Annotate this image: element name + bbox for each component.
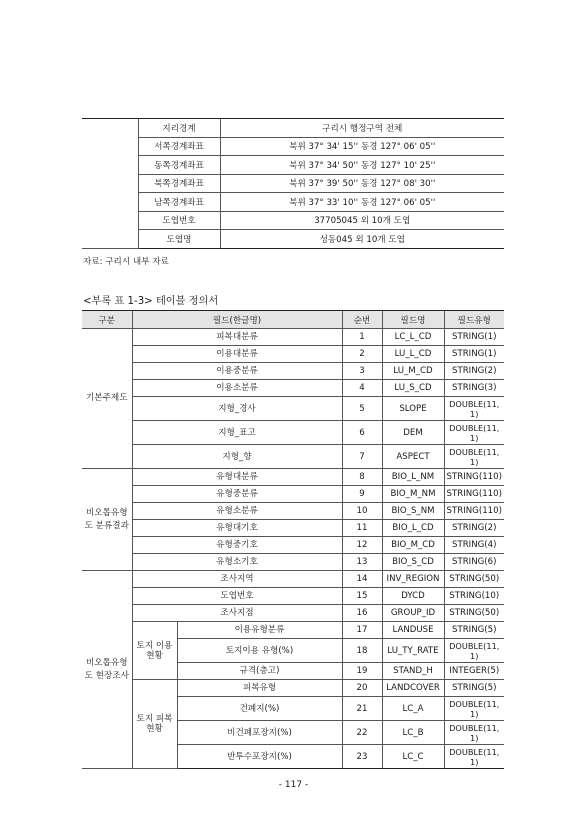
order-cell: 18 (342, 639, 382, 663)
field-name-cell: LC_A (382, 697, 444, 721)
category-cell: 비오톱유형도 현장조사 (82, 571, 132, 769)
field-type-cell: STRING(4) (444, 537, 504, 554)
region-info-row (82, 193, 504, 212)
korean-name-cell: 규격(층고) (177, 663, 342, 680)
region-info-row (82, 119, 504, 138)
order-cell: 22 (342, 721, 382, 745)
korean-name-cell: 토지이용 유형(%) (177, 639, 342, 663)
field-name-cell: LU_L_CD (382, 346, 444, 363)
order-cell: 1 (342, 329, 382, 346)
field-type-cell: STRING(1) (444, 346, 504, 363)
region-info-value: 성동045 외 10개 도엽 (220, 230, 504, 249)
field-name-cell: STAND_H (382, 663, 444, 680)
region-info-row (82, 230, 504, 249)
region-info-value: 북위 37° 34' 15'' 동경 127° 06' 05'' (220, 137, 504, 156)
field-name-cell: LU_TY_RATE (382, 639, 444, 663)
region-info-row (82, 174, 504, 193)
table-row (82, 680, 504, 697)
table-definition (82, 310, 504, 769)
order-cell: 20 (342, 680, 382, 697)
region-info-value: 북위 37° 34' 50'' 동경 127° 10' 25'' (220, 156, 504, 175)
field-type-cell: STRING(5) (444, 622, 504, 639)
korean-name-cell: 유형대분류 (132, 469, 342, 486)
table-row (82, 469, 504, 486)
category-cell: 비오톱유형도 분류결과 (82, 469, 132, 571)
subcategory-cell: 토지 이용 현황 (132, 622, 177, 680)
korean-name-cell: 도엽번호 (132, 588, 342, 605)
order-cell: 5 (342, 397, 382, 421)
region-info-label: 남쪽경계좌표 (138, 193, 220, 212)
field-type-cell: INTEGER(5) (444, 663, 504, 680)
region-info-value: 37705045 외 10개 도엽 (220, 211, 504, 230)
field-name-cell: BIO_L_NM (382, 469, 444, 486)
table-caption: <부록 표 1-3> 테이블 정의서 (83, 296, 219, 307)
field-name-cell: DEM (382, 421, 444, 445)
field-type-cell: STRING(2) (444, 520, 504, 537)
field-name-cell: BIO_L_CD (382, 520, 444, 537)
field-name-cell: LC_C (382, 745, 444, 769)
field-name-cell: LU_M_CD (382, 363, 444, 380)
order-cell: 13 (342, 554, 382, 571)
table-row (82, 520, 504, 537)
korean-name-cell: 피복대분류 (132, 329, 342, 346)
field-type-cell: DOUBLE(11, 1) (444, 421, 504, 445)
table-row (82, 537, 504, 554)
order-cell: 11 (342, 520, 382, 537)
order-cell: 4 (342, 380, 382, 397)
table-row (82, 588, 504, 605)
region-info-label: 도엽번호 (138, 211, 220, 230)
header-category: 구분 (82, 311, 132, 329)
table-row (82, 445, 504, 469)
order-cell: 12 (342, 537, 382, 554)
region-info-row (82, 211, 504, 230)
table-row (82, 486, 504, 503)
field-name-cell: BIO_M_CD (382, 537, 444, 554)
korean-name-cell: 조사지역 (132, 571, 342, 588)
korean-name-cell: 피복유형 (177, 680, 342, 697)
order-cell: 8 (342, 469, 382, 486)
field-type-cell: STRING(110) (444, 469, 504, 486)
field-name-cell: INV_REGION (382, 571, 444, 588)
header-field-name: 필드명 (382, 311, 444, 329)
korean-name-cell: 건폐지(%) (177, 697, 342, 721)
korean-name-cell: 유형중분류 (132, 486, 342, 503)
korean-name-cell: 유형소기호 (132, 554, 342, 571)
table-row (82, 363, 504, 380)
korean-name-cell: 이용소분류 (132, 380, 342, 397)
region-info-row (82, 156, 504, 175)
korean-name-cell: 유형대기호 (132, 520, 342, 537)
korean-name-cell: 지형_표고 (132, 421, 342, 445)
blank-cell (82, 119, 138, 249)
order-cell: 9 (342, 486, 382, 503)
source-note: 자료: 구리시 내부 자료 (83, 257, 169, 267)
region-info-table (82, 118, 504, 249)
header-korean-name: 필드(한글명) (132, 311, 342, 329)
order-cell: 7 (342, 445, 382, 469)
order-cell: 14 (342, 571, 382, 588)
field-name-cell: LC_L_CD (382, 329, 444, 346)
header-order: 순번 (342, 311, 382, 329)
field-name-cell: LU_S_CD (382, 380, 444, 397)
region-info-value: 북위 37° 33' 10'' 동경 127° 06' 05'' (220, 193, 504, 212)
field-name-cell: BIO_S_CD (382, 554, 444, 571)
field-type-cell: DOUBLE(11, 1) (444, 745, 504, 769)
page-number: - 117 - (278, 780, 309, 790)
region-info-value: 북위 37° 39' 50'' 동경 127° 08' 30'' (220, 174, 504, 193)
korean-name-cell: 이용중분류 (132, 363, 342, 380)
korean-name-cell: 이용대분류 (132, 346, 342, 363)
field-type-cell: STRING(3) (444, 380, 504, 397)
field-name-cell: LANDUSE (382, 622, 444, 639)
subcategory-cell: 토지 피복 현황 (132, 680, 177, 769)
field-name-cell: BIO_S_NM (382, 503, 444, 520)
table-row (82, 503, 504, 520)
field-type-cell: STRING(5) (444, 680, 504, 697)
table-row (82, 380, 504, 397)
field-name-cell: LC_B (382, 721, 444, 745)
field-type-cell: STRING(1) (444, 329, 504, 346)
korean-name-cell: 비건폐포장지(%) (177, 721, 342, 745)
field-type-cell: STRING(50) (444, 605, 504, 622)
field-type-cell: STRING(10) (444, 588, 504, 605)
order-cell: 17 (342, 622, 382, 639)
field-name-cell: GROUP_ID (382, 605, 444, 622)
header-row (82, 311, 504, 329)
region-info-label: 북쪽경계좌표 (138, 174, 220, 193)
order-cell: 19 (342, 663, 382, 680)
field-name-cell: SLOPE (382, 397, 444, 421)
category-cell: 기본주제도 (82, 329, 132, 469)
korean-name-cell: 유형중기호 (132, 537, 342, 554)
field-type-cell: STRING(6) (444, 554, 504, 571)
order-cell: 16 (342, 605, 382, 622)
order-cell: 15 (342, 588, 382, 605)
korean-name-cell: 반투수포장지(%) (177, 745, 342, 769)
field-name-cell: BIO_M_NM (382, 486, 444, 503)
table-row (82, 329, 504, 346)
field-type-cell: DOUBLE(11, 1) (444, 397, 504, 421)
header-field-type: 필드유형 (444, 311, 504, 329)
field-type-cell: STRING(110) (444, 486, 504, 503)
field-name-cell: DYCD (382, 588, 444, 605)
table-row (82, 397, 504, 421)
order-cell: 23 (342, 745, 382, 769)
table-row (82, 622, 504, 639)
field-name-cell: LANDCOVER (382, 680, 444, 697)
order-cell: 6 (342, 421, 382, 445)
field-type-cell: STRING(110) (444, 503, 504, 520)
region-info-row (82, 137, 504, 156)
region-info-label: 도엽명 (138, 230, 220, 249)
field-type-cell: STRING(50) (444, 571, 504, 588)
field-type-cell: DOUBLE(11, 1) (444, 639, 504, 663)
korean-name-cell: 조사지점 (132, 605, 342, 622)
region-info-label: 동쪽경계좌표 (138, 156, 220, 175)
field-type-cell: STRING(2) (444, 363, 504, 380)
order-cell: 3 (342, 363, 382, 380)
korean-name-cell: 지형_향 (132, 445, 342, 469)
korean-name-cell: 이용유형분류 (177, 622, 342, 639)
table-row (82, 571, 504, 588)
table-row (82, 554, 504, 571)
field-type-cell: DOUBLE(11, 1) (444, 445, 504, 469)
field-name-cell: ASPECT (382, 445, 444, 469)
region-info-label: 지리경계 (138, 119, 220, 138)
order-cell: 10 (342, 503, 382, 520)
table-row (82, 346, 504, 363)
korean-name-cell: 지형_경사 (132, 397, 342, 421)
korean-name-cell: 유형소분류 (132, 503, 342, 520)
field-type-cell: DOUBLE(11, 1) (444, 721, 504, 745)
field-type-cell: DOUBLE(11, 1) (444, 697, 504, 721)
order-cell: 21 (342, 697, 382, 721)
order-cell: 2 (342, 346, 382, 363)
table-row (82, 605, 504, 622)
region-info-label: 서쪽경계좌표 (138, 137, 220, 156)
region-info-value: 구리시 행정구역 전체 (220, 119, 504, 138)
table-row (82, 421, 504, 445)
